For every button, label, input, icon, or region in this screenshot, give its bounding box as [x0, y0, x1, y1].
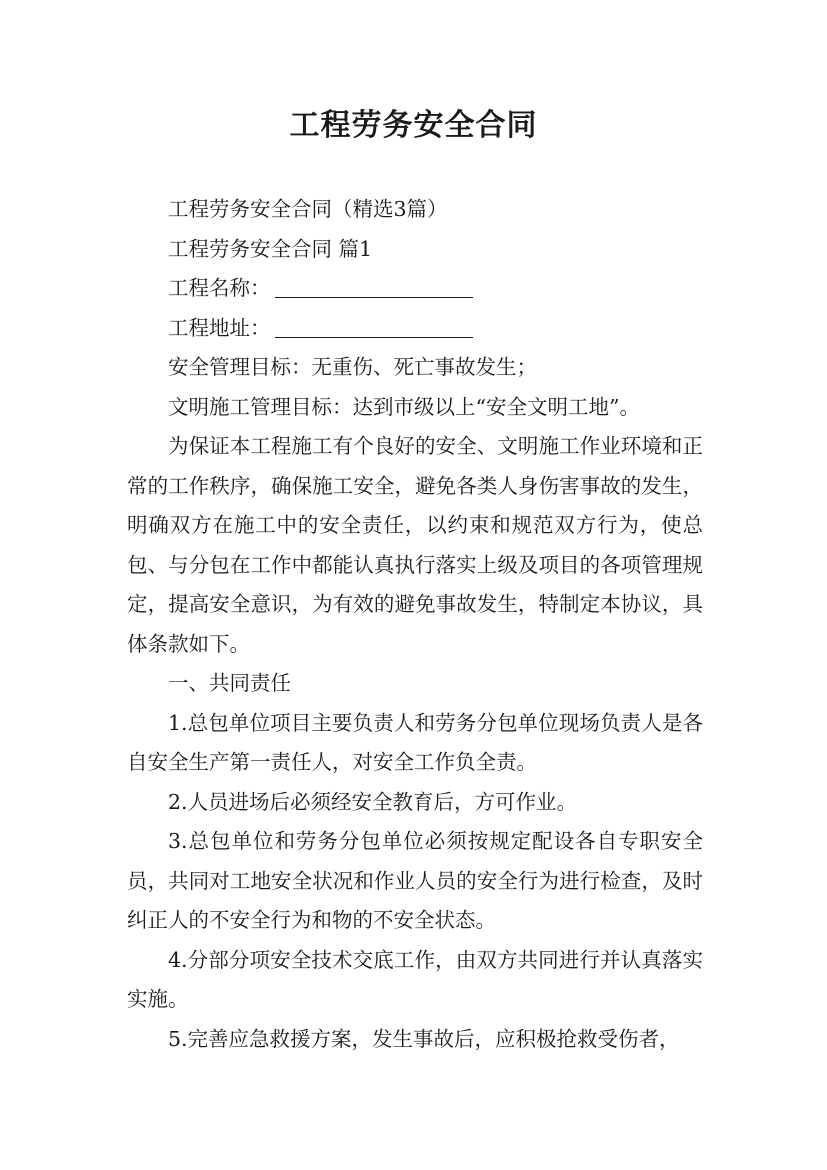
clause-4: 4.分部分项安全技术交底工作，由双方共同进行并认真落实实施。: [127, 947, 703, 1011]
civilized-goal: 文明施工管理目标：达到市级以上“安全文明工地”。: [168, 394, 640, 419]
clause-1: 1.总包单位项目主要负责人和劳务分包单位现场负责人是各自安全生产第一责任人，对安全工作负全责。: [127, 710, 703, 774]
clause-heading-1: 一、共同责任: [168, 671, 291, 695]
purpose-paragraph: 为保证本工程施工有个良好的安全、文明施工作业环境和正常的工作秩序，确保施工安全，避免各类人身伤害事故的发生，明确双方在施工中的安全责任，以约束和规范双方行为，使总包、与分包在工作中都能认真执行落实上级及项目的各项管理规定，提高安全意识，为有效的避免事故发生，特制定本协议，具体条款如下。: [127, 434, 703, 656]
project-name-label: 工程名称：: [168, 276, 271, 300]
project-name-blank[interactable]: [275, 271, 473, 298]
project-address-field: [127, 309, 703, 349]
clause-2: 2.人员进场后必须经安全教育后，方可作业。: [168, 789, 578, 814]
document-body: [127, 190, 703, 1059]
document-title: 工程劳务安全合同: [289, 108, 538, 143]
project-name-field: [127, 269, 703, 309]
subtitle-line: 工程劳务安全合同（精选3篇）: [168, 197, 448, 221]
section-heading-1: 工程劳务安全合同 篇1: [168, 236, 373, 261]
clause-3: 3.总包单位和劳务分包单位必须按规定配设各自专职安全员，共同对工地安全状况和作业人员的安全行为进行检查，及时纠正人的不安全行为和物的不安全状态。: [127, 829, 703, 932]
project-address-blank[interactable]: [275, 311, 473, 338]
clause-5: 5.完善应急救援方案，发生事故后，应积极抢救受伤者，: [168, 1026, 680, 1051]
safety-goal: 安全管理目标：无重伤、死亡事故发生；: [168, 355, 537, 379]
project-address-label: 工程地址：: [168, 315, 271, 340]
